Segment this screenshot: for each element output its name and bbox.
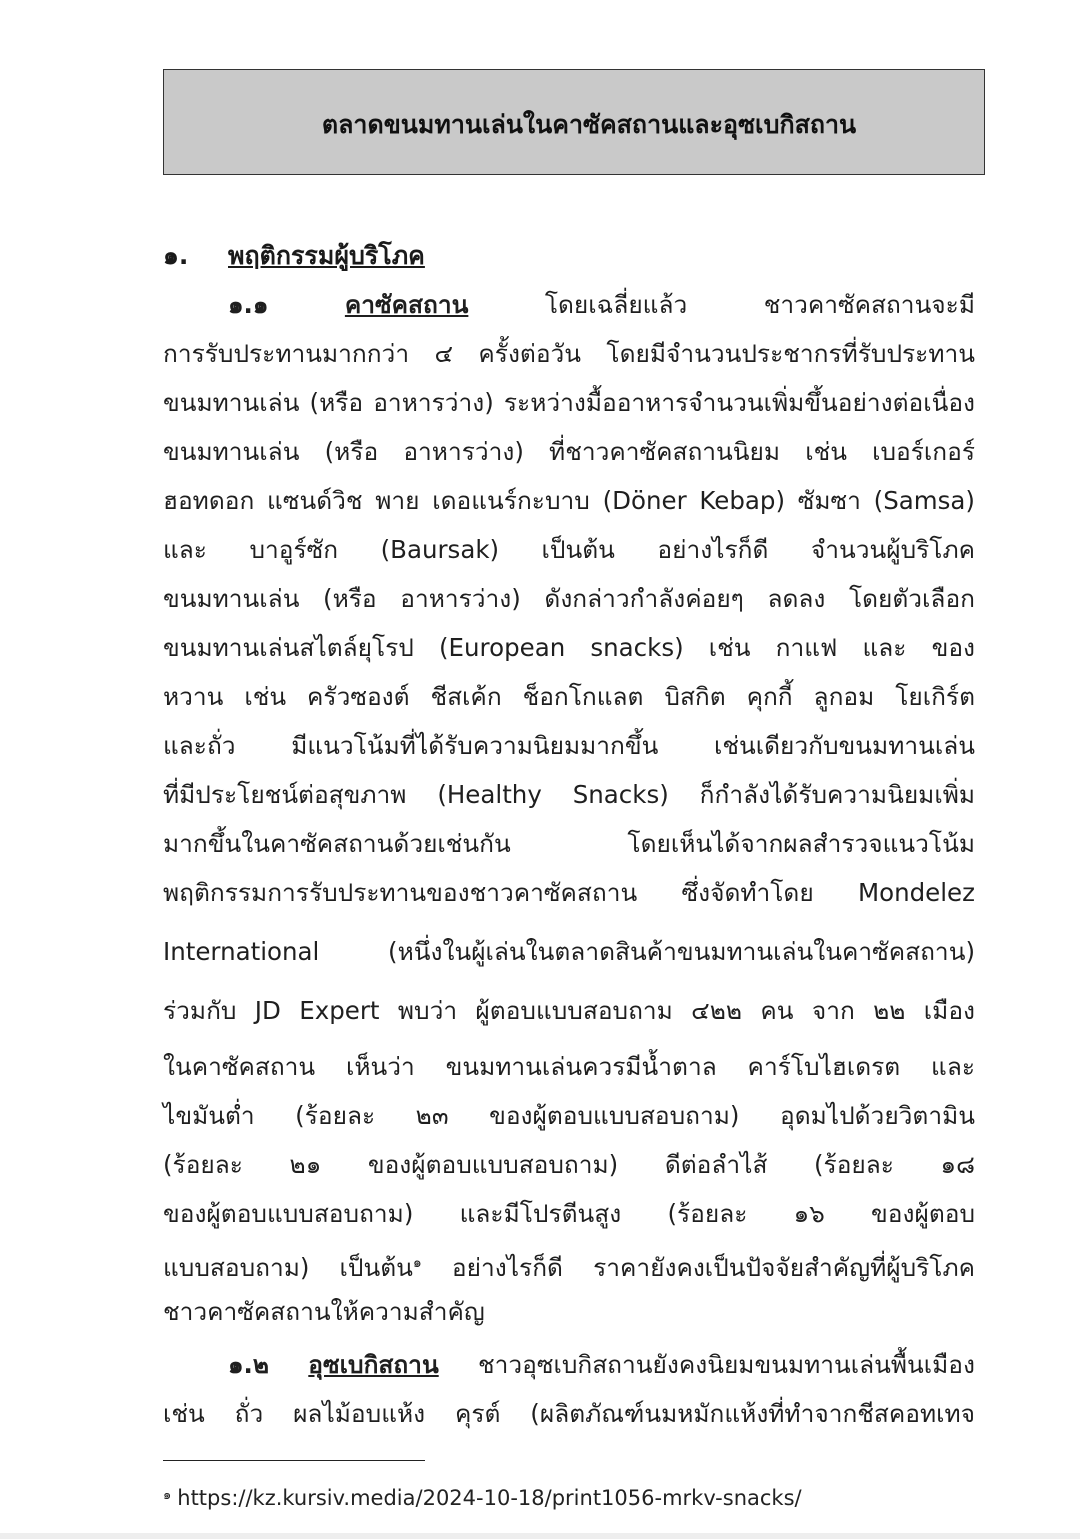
subsection-1-1-number: ๑.๑ — [228, 290, 269, 319]
paragraph-line: ที่มีประโยชน์ต่อสุขภาพ (Healthy Snacks) ก็กำลังได้รับความนิยมเพิ่ม — [163, 780, 975, 809]
footnote-divider — [163, 1460, 425, 1461]
section-title: พฤติกรรมผู้บริโภค — [228, 241, 425, 270]
paragraph-line: (ร้อยละ ๒๑ ของผู้ตอบแบบสอบถาม) ดีต่อลำไส้ (ร้อยละ ๑๘ — [163, 1150, 975, 1179]
paragraph-line: ร่วมกับ JD Expert พบว่า ผู้ตอบแบบสอบถาม ๔๒๒ คน จาก ๒๒ เมือง — [163, 996, 975, 1025]
paragraph-line: ไขมันต่ำ (ร้อยละ ๒๓ ของผู้ตอบแบบสอบถาม) อุดมไปด้วยวิตามิน — [163, 1101, 975, 1130]
paragraph-line: ขนมทานเล่น (หรือ อาหารว่าง) ที่ชาวคาซัคสถานนิยม เช่น เบอร์เกอร์ — [163, 437, 975, 466]
paragraph-line: การรับประทานมากกว่า ๔ ครั้งต่อวัน โดยมีจำนวนประชากรที่รับประทาน — [163, 339, 975, 368]
paragraph-line: พฤติกรรมการรับประทานของชาวคาซัคสถาน ซึ่งจัดทำโดย Mondelez — [163, 878, 975, 907]
paragraph-text: โดยเฉลี่ยแล้ว ชาวคาซัคสถานจะมี — [544, 290, 975, 319]
paragraph-line: ชาวคาซัคสถานให้ความสำคัญ — [163, 1297, 485, 1326]
paragraph-text: อย่างไรก็ดี ราคายังคงเป็นปัจจัยสำคัญที่ผู้บริโภค — [421, 1253, 975, 1282]
paragraph-line: หวาน เช่น ครัวซองต์ ชีสเค้ก ช็อกโกแลต บิสกิต คุกกี้ ลูกอม โยเกิร์ต — [163, 682, 975, 711]
paragraph-line: ขนมทานเล่นสไตล์ยุโรป (European snacks) เช่น กาแฟ และ ของ — [163, 633, 975, 662]
footnote-link[interactable]: https://kz.kursiv.media/2024-10-18/print1056-mrkv-snacks/ — [177, 1486, 802, 1510]
section-number: ๑. — [163, 241, 189, 270]
footnote-mark: ๑ — [163, 1488, 172, 1503]
page-bottom-edge — [0, 1533, 1080, 1539]
subsection-1-1-heading: คาซัคสถาน — [344, 290, 469, 319]
paragraph-line: ขนมทานเล่น (หรือ อาหารว่าง) ระหว่างมื้ออาหารจำนวนเพิ่มขึ้นอย่างต่อเนื่อง — [163, 388, 975, 417]
footnote — [163, 1482, 802, 1512]
subsection-1-2-heading: อุซเบกิสถาน — [308, 1350, 439, 1379]
paragraph-line: ของผู้ตอบแบบสอบถาม) และมีโปรตีนสูง (ร้อยละ ๑๖ ของผู้ตอบ — [163, 1199, 975, 1228]
footnote-reference[interactable]: ๑ — [412, 1255, 422, 1271]
paragraph-line: ฮอทดอก แซนด์วิช พาย เดอแนร์กะบาบ (Döner Kebap) ซัมซา (Samsa) — [163, 486, 975, 515]
paragraph-line: และถั่ว มีแนวโน้มที่ได้รับความนิยมมากขึ้น เช่นเดียวกับขนมทานเล่น — [163, 731, 975, 760]
paragraph-line: ในคาซัคสถาน เห็นว่า ขนมทานเล่นควรมีน้ำตาล คาร์โบไฮเดรต และ — [163, 1052, 975, 1081]
page-title: ตลาดขนมทานเล่นในคาซัคสถานและอุซเบกิสถาน — [321, 110, 857, 139]
title-box — [163, 69, 985, 175]
subsection-1-2-line — [228, 1348, 975, 1382]
paragraph-line: International (หนึ่งในผู้เล่นในตลาดสินค้าขนมทานเล่นในคาซัคสถาน) — [163, 937, 975, 966]
paragraph-line-with-footnote — [163, 1246, 975, 1285]
paragraph-text: แบบสอบถาม) เป็นต้น — [163, 1253, 413, 1282]
subsection-1-1-line — [228, 288, 975, 322]
paragraph-line: และ บาอูร์ซัก (Baursak) เป็นต้น อย่างไรก็ดี จำนวนผู้บริโภค — [163, 535, 975, 564]
paragraph-line: มากขึ้นในคาซัคสถานด้วยเช่นกัน โดยเห็นได้จากผลสำรวจแนวโน้ม — [163, 829, 975, 858]
paragraph-line: ขนมทานเล่น (หรือ อาหารว่าง) ดังกล่าวกำลังค่อยๆ ลดลง โดยตัวเลือก — [163, 584, 975, 613]
paragraph-text: ชาวอุซเบกิสถานยังคงนิยมขนมทานเล่นพื้นเมือง — [477, 1350, 975, 1379]
paragraph-line: เช่น ถั่ว ผลไม้อบแห้ง คุรต์ (ผลิตภัณฑ์นมหมักแห้งที่ทำจากชีสคอทเทจ — [163, 1399, 975, 1428]
subsection-1-2-number: ๑.๒ — [228, 1350, 270, 1379]
